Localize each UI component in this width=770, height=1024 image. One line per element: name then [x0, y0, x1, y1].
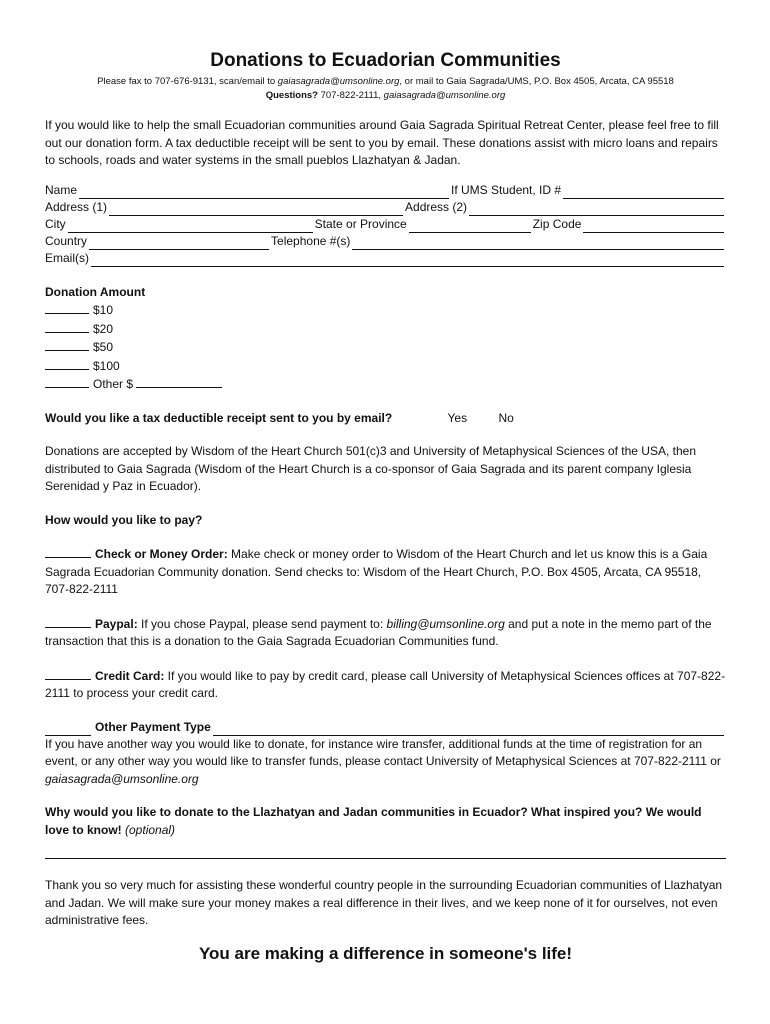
- amount-option: [45, 338, 726, 357]
- state-field[interactable]: [409, 219, 531, 233]
- closing-line: You are making a difference in someone's life!: [198, 943, 573, 963]
- why-optional: (optional): [125, 822, 176, 837]
- other-payment-field[interactable]: [213, 722, 724, 736]
- questions-line: [45, 89, 726, 103]
- country-field[interactable]: [89, 236, 269, 250]
- amount-other-label: Other $: [93, 377, 134, 391]
- amount-option: [45, 357, 726, 376]
- donation-heading: Donation Amount: [45, 284, 146, 299]
- why-question: [45, 804, 726, 839]
- amount-50-blank[interactable]: [45, 338, 89, 351]
- amount-100-blank[interactable]: [45, 357, 89, 370]
- questions-label: Questions?: [265, 90, 318, 101]
- other-payment-blank[interactable]: [45, 723, 91, 736]
- paypal-email[interactable]: billing@umsonline.org: [386, 616, 505, 631]
- amount-20-label: $20: [93, 321, 114, 336]
- accepted-paragraph: Donations are accepted by Wisdom of the Heart Church 501(c)3 and University of Metaphysical Sciences of the USA, then distributed to Gaia Sagrada (Wisdom of the Heart Church is a co-sponsor of Gaia Sagrada and its parent company Iglesia Serenidad y Paz in Ecuador).: [45, 444, 696, 493]
- other-payment-label: Other Payment Type: [95, 719, 211, 734]
- paypal-text-2: and put a note in the memo part of the transaction that this is a donation to the Gaia Sagrada Ecuadorian Communities fund.: [45, 616, 712, 648]
- credit-label: Credit Card:: [95, 668, 165, 683]
- amount-100-label: $100: [93, 358, 120, 373]
- pay-heading: How would you like to pay?: [45, 512, 203, 527]
- amount-20-blank[interactable]: [45, 320, 89, 333]
- check-option: [45, 545, 726, 599]
- address1-label: Address (1): [45, 199, 108, 214]
- ums-id-label: If UMS Student, ID #: [451, 182, 562, 197]
- questions-phone: 707-822-2111,: [317, 90, 384, 101]
- zip-field[interactable]: [583, 219, 724, 233]
- address1-field[interactable]: [109, 202, 403, 216]
- amount-option: [45, 375, 726, 394]
- other-payment-text: [45, 736, 726, 789]
- questions-email[interactable]: gaiasagrada@umsonline.org: [383, 90, 506, 101]
- amount-other-field[interactable]: [136, 375, 222, 388]
- receipt-yes-option[interactable]: Yes: [447, 410, 468, 425]
- credit-blank[interactable]: [45, 667, 91, 680]
- check-text: Make check or money order to Wisdom of the Heart Church and let us know this is a Gaia Sagrada Ecuadorian Community donation. Send checks to: Wisdom of the Heart Church, P.O. Box 4505, Arcata, CA 95518, 707-822-2111: [45, 547, 708, 596]
- donation-amount-section: [45, 284, 726, 394]
- name-field[interactable]: [79, 185, 449, 199]
- credit-option: [45, 667, 726, 703]
- name-label: Name: [45, 182, 78, 197]
- contact-line: [45, 75, 726, 89]
- country-label: Country: [45, 233, 88, 248]
- telephone-label: Telephone #(s): [271, 233, 351, 248]
- paypal-text: If you chose Paypal, please send payment to:: [137, 616, 387, 631]
- amount-10-label: $10: [93, 303, 114, 317]
- amount-50-label: $50: [93, 340, 114, 354]
- receipt-no-option[interactable]: No: [498, 410, 514, 425]
- zip-label: Zip Code: [532, 216, 582, 231]
- other-payment-row: [45, 719, 726, 736]
- why-answer-field[interactable]: [45, 839, 726, 859]
- contact-prefix: Please fax to 707-676-9131, scan/email to: [97, 76, 278, 87]
- page-title: Donations to Ecuadorian Communities: [210, 50, 561, 71]
- contact-suffix: , or mail to Gaia Sagrada/UMS, P.O. Box 4505, Arcata, CA 95518: [399, 76, 674, 87]
- check-label: Check or Money Order:: [95, 547, 228, 561]
- paypal-option: [45, 615, 726, 651]
- paypal-blank[interactable]: [45, 615, 91, 628]
- receipt-question-row: [45, 410, 726, 428]
- other-payment-email[interactable]: gaiasagrada@umsonline.org: [45, 771, 199, 786]
- address2-field[interactable]: [469, 202, 724, 216]
- donation-form: [45, 48, 726, 964]
- contact-email[interactable]: gaiasagrada@umsonline.org: [277, 76, 400, 87]
- ums-id-field[interactable]: [563, 185, 724, 199]
- amount-10-blank[interactable]: [45, 301, 89, 314]
- contact-fields: [45, 182, 726, 267]
- telephone-field[interactable]: [352, 236, 724, 250]
- amount-other-blank[interactable]: [45, 375, 89, 388]
- city-field[interactable]: [68, 219, 313, 233]
- thanks-paragraph: Thank you so very much for assisting these wonderful country people in the surrounding Ecuadorian communities of Llazhatyan and Jadan. We will make sure your money makes a real difference in their lives, and we keep none of it for ourselves, not even administrative fees.: [45, 878, 723, 927]
- emails-label: Email(s): [45, 250, 89, 265]
- check-blank[interactable]: [45, 545, 91, 558]
- state-label: State or Province: [314, 216, 407, 231]
- receipt-question: Would you like a tax deductible receipt sent to you by email?: [45, 410, 393, 425]
- why-question-text: Why would you like to donate to the Llazhatyan and Jadan communities in Ecuador? What inspired you? We would love to know!: [45, 805, 702, 837]
- amount-option: [45, 301, 726, 320]
- emails-field[interactable]: [91, 253, 724, 267]
- other-payment-description: If you have another way you would like to donate, for instance wire transfer, additional funds at the time of registration for an event, or any other way you would like to transfer funds, please contact University of Metaphysical Sciences at 707-822-2111 or: [45, 736, 721, 768]
- city-label: City: [45, 216, 66, 231]
- credit-text: If you would like to pay by credit card, please call University of Metaphysical Sciences offices at 707-822-2111 to process your credit card.: [45, 668, 726, 700]
- paypal-label: Paypal:: [95, 616, 138, 631]
- intro-paragraph: If you would like to help the small Ecuadorian communities around Gaia Sagrada Spiritual Retreat Center, please feel free to fill out our donation form. A tax deductible receipt will be sent to you by email. These donations assist with micro loans and repairs to schools, roads and water systems in the small pueblos Llazhatyan & Jadan.: [45, 118, 719, 167]
- address2-label: Address (2): [405, 199, 468, 214]
- amount-option: [45, 320, 726, 339]
